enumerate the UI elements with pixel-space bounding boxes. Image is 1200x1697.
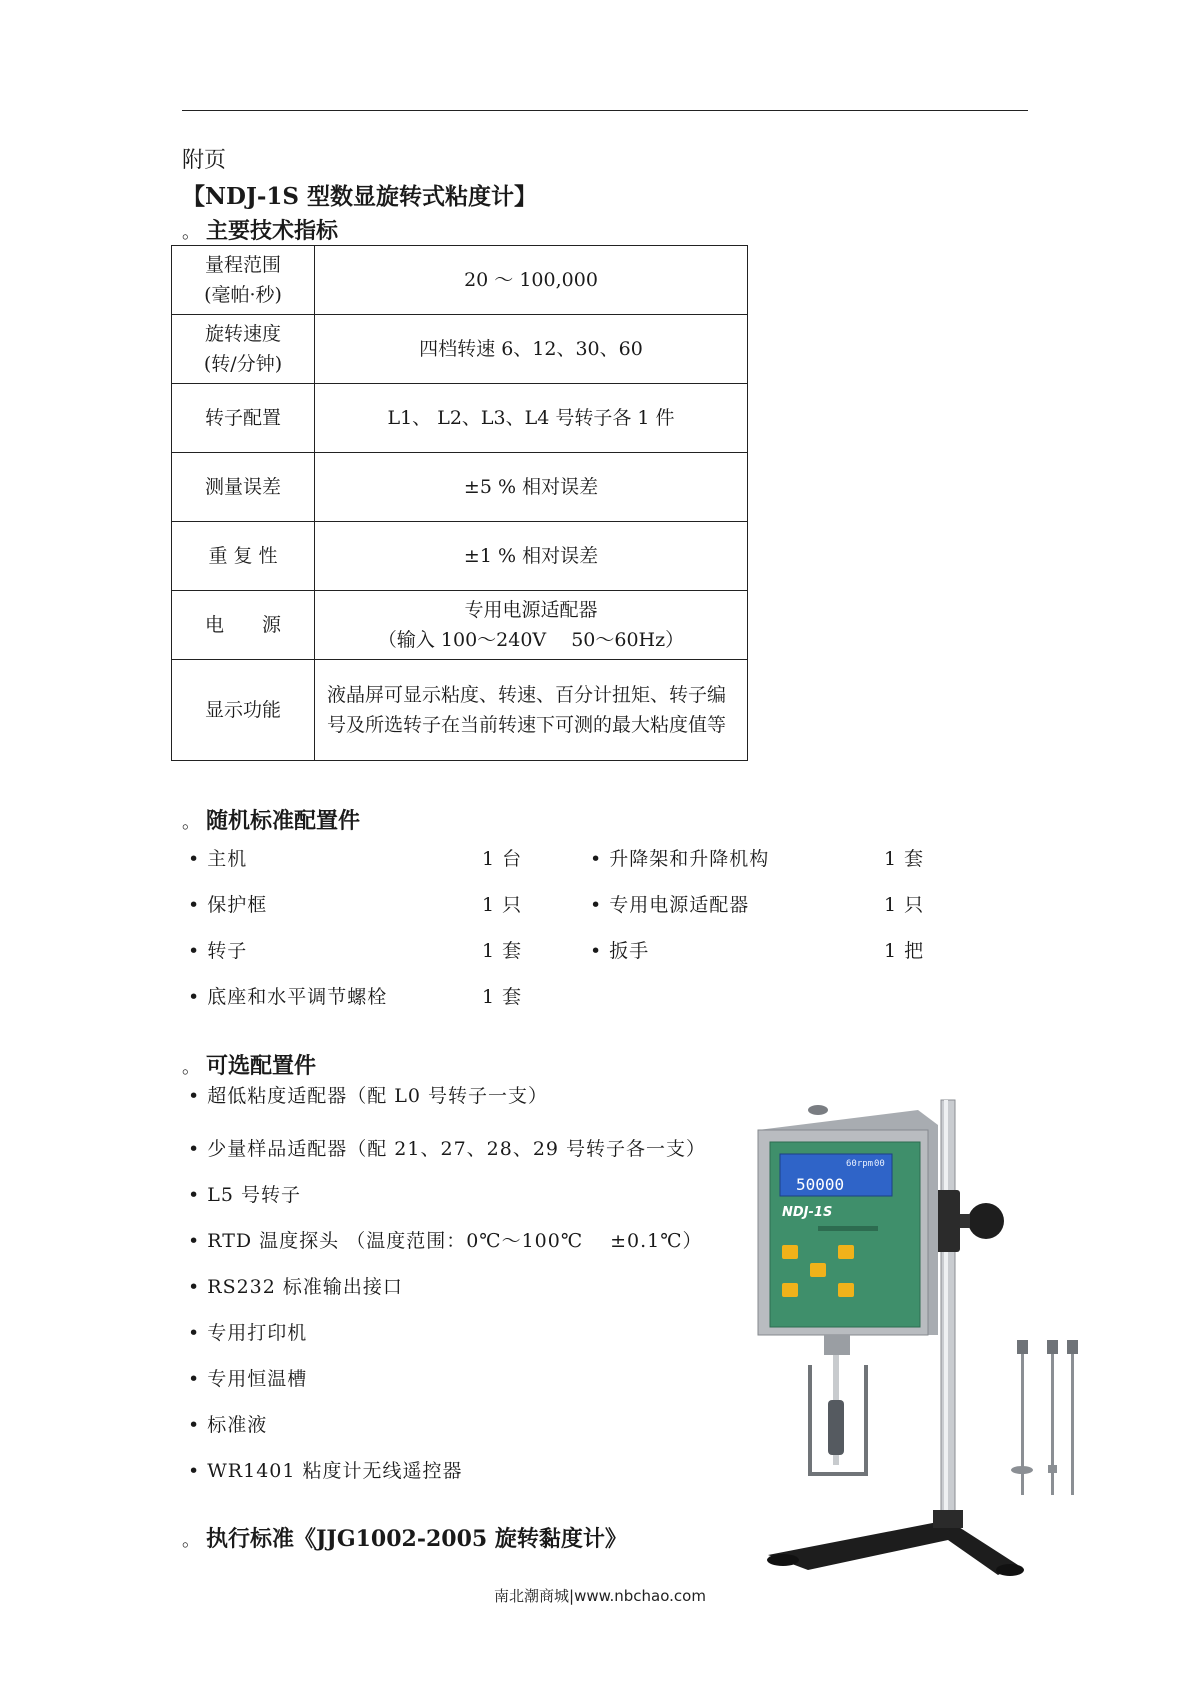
spec-key: 测量误差 [172,453,315,522]
spec-key: 电 源 [172,591,315,660]
device-key [782,1245,798,1259]
list-item: • 升降架和升降机构 [590,848,770,870]
spec-value: 四档转速 6、12、30、60 [315,315,748,384]
section-standard: 。 随机标准配置件 [182,808,361,834]
viscometer-photo [748,1090,1078,1582]
list-item: • 少量样品适配器（配 21、27、28、29 号转子各一支） [188,1138,707,1160]
list-item: • 专用恒温槽 [188,1368,308,1390]
section-execution-standard: 。 执行标准《JJG1002-2005 旋转黏度计》 [182,1526,627,1552]
spec-value: 液晶屏可显示粘度、转速、百分计扭矩、转子编号及所选转子在当前转速下可测的最大粘度值等 [315,660,748,761]
item-qty: 1 台 [482,848,523,870]
spec-row [172,660,748,761]
device-key [782,1283,798,1297]
spec-value: ±5 % 相对误差 [315,453,748,522]
list-item: • 专用打印机 [188,1322,308,1344]
spec-key: 转子配置 [172,384,315,453]
header-rule [182,110,1028,111]
device-display-rotor: 00 [874,1159,885,1169]
list-item: • RS232 标准输出接口 [188,1276,403,1298]
spec-value: 专用电源适配器 （输入 100～240V 50～60Hz） [315,591,748,660]
document-title: 【NDJ-1S 型数显旋转式粘度计】 [182,183,538,210]
item-qty: 1 只 [482,894,523,916]
device-key [810,1263,826,1277]
item-qty: 1 把 [884,940,925,962]
device-display-speed: 60rpm [846,1159,874,1169]
footer: 南北潮商城|www.nbchao.com [494,1587,706,1605]
item-qty: 1 套 [482,940,523,962]
item-qty: 1 套 [884,848,925,870]
device-key [838,1245,854,1259]
spec-row [172,246,748,315]
spec-key: 量程范围 (毫帕·秒) [172,246,315,315]
spec-value: ±1 % 相对误差 [315,522,748,591]
device-display-value: 50000 [796,1175,845,1194]
section-optional: 。 可选配置件 [182,1053,317,1079]
list-item: • WR1401 粘度计无线遥控器 [188,1460,463,1482]
list-item: • 底座和水平调节螺栓 [188,986,388,1008]
spec-value: L1、 L2、L3、L4 号转子各 1 件 [315,384,748,453]
list-item: • 标准液 [188,1414,268,1436]
spec-key: 显示功能 [172,660,315,761]
list-item: • 主机 [188,848,248,870]
spec-value: 20 ～ 100,000 [315,246,748,315]
spec-row [172,384,748,453]
list-item: • RTD 温度探头 （温度范围：0℃～100℃ ±0.1℃） [188,1230,703,1252]
item-qty: 1 套 [482,986,523,1008]
device-model: NDJ-1S [782,1205,833,1220]
spec-key: 旋转速度 (转/分钟) [172,315,315,384]
spec-row [172,591,748,660]
list-item: • 扳手 [590,940,650,962]
list-item: • 转子 [188,940,248,962]
knob-icon [968,1203,1004,1239]
rotor-set [1011,1340,1078,1495]
spec-key: 重 复 性 [172,522,315,591]
list-item: • 保护框 [188,894,268,916]
section-specs: 。 主要技术指标 [182,218,339,244]
spec-row [172,453,748,522]
list-item: • L5 号转子 [188,1184,302,1206]
list-item: • 专用电源适配器 [590,894,750,916]
spec-table [171,245,748,761]
spec-row [172,522,748,591]
item-qty: 1 只 [884,894,925,916]
spec-row [172,315,748,384]
device-key [838,1283,854,1297]
list-item: • 超低粘度适配器（配 L0 号转子一支） [188,1085,549,1107]
appendix-label: 附页 [182,148,227,173]
